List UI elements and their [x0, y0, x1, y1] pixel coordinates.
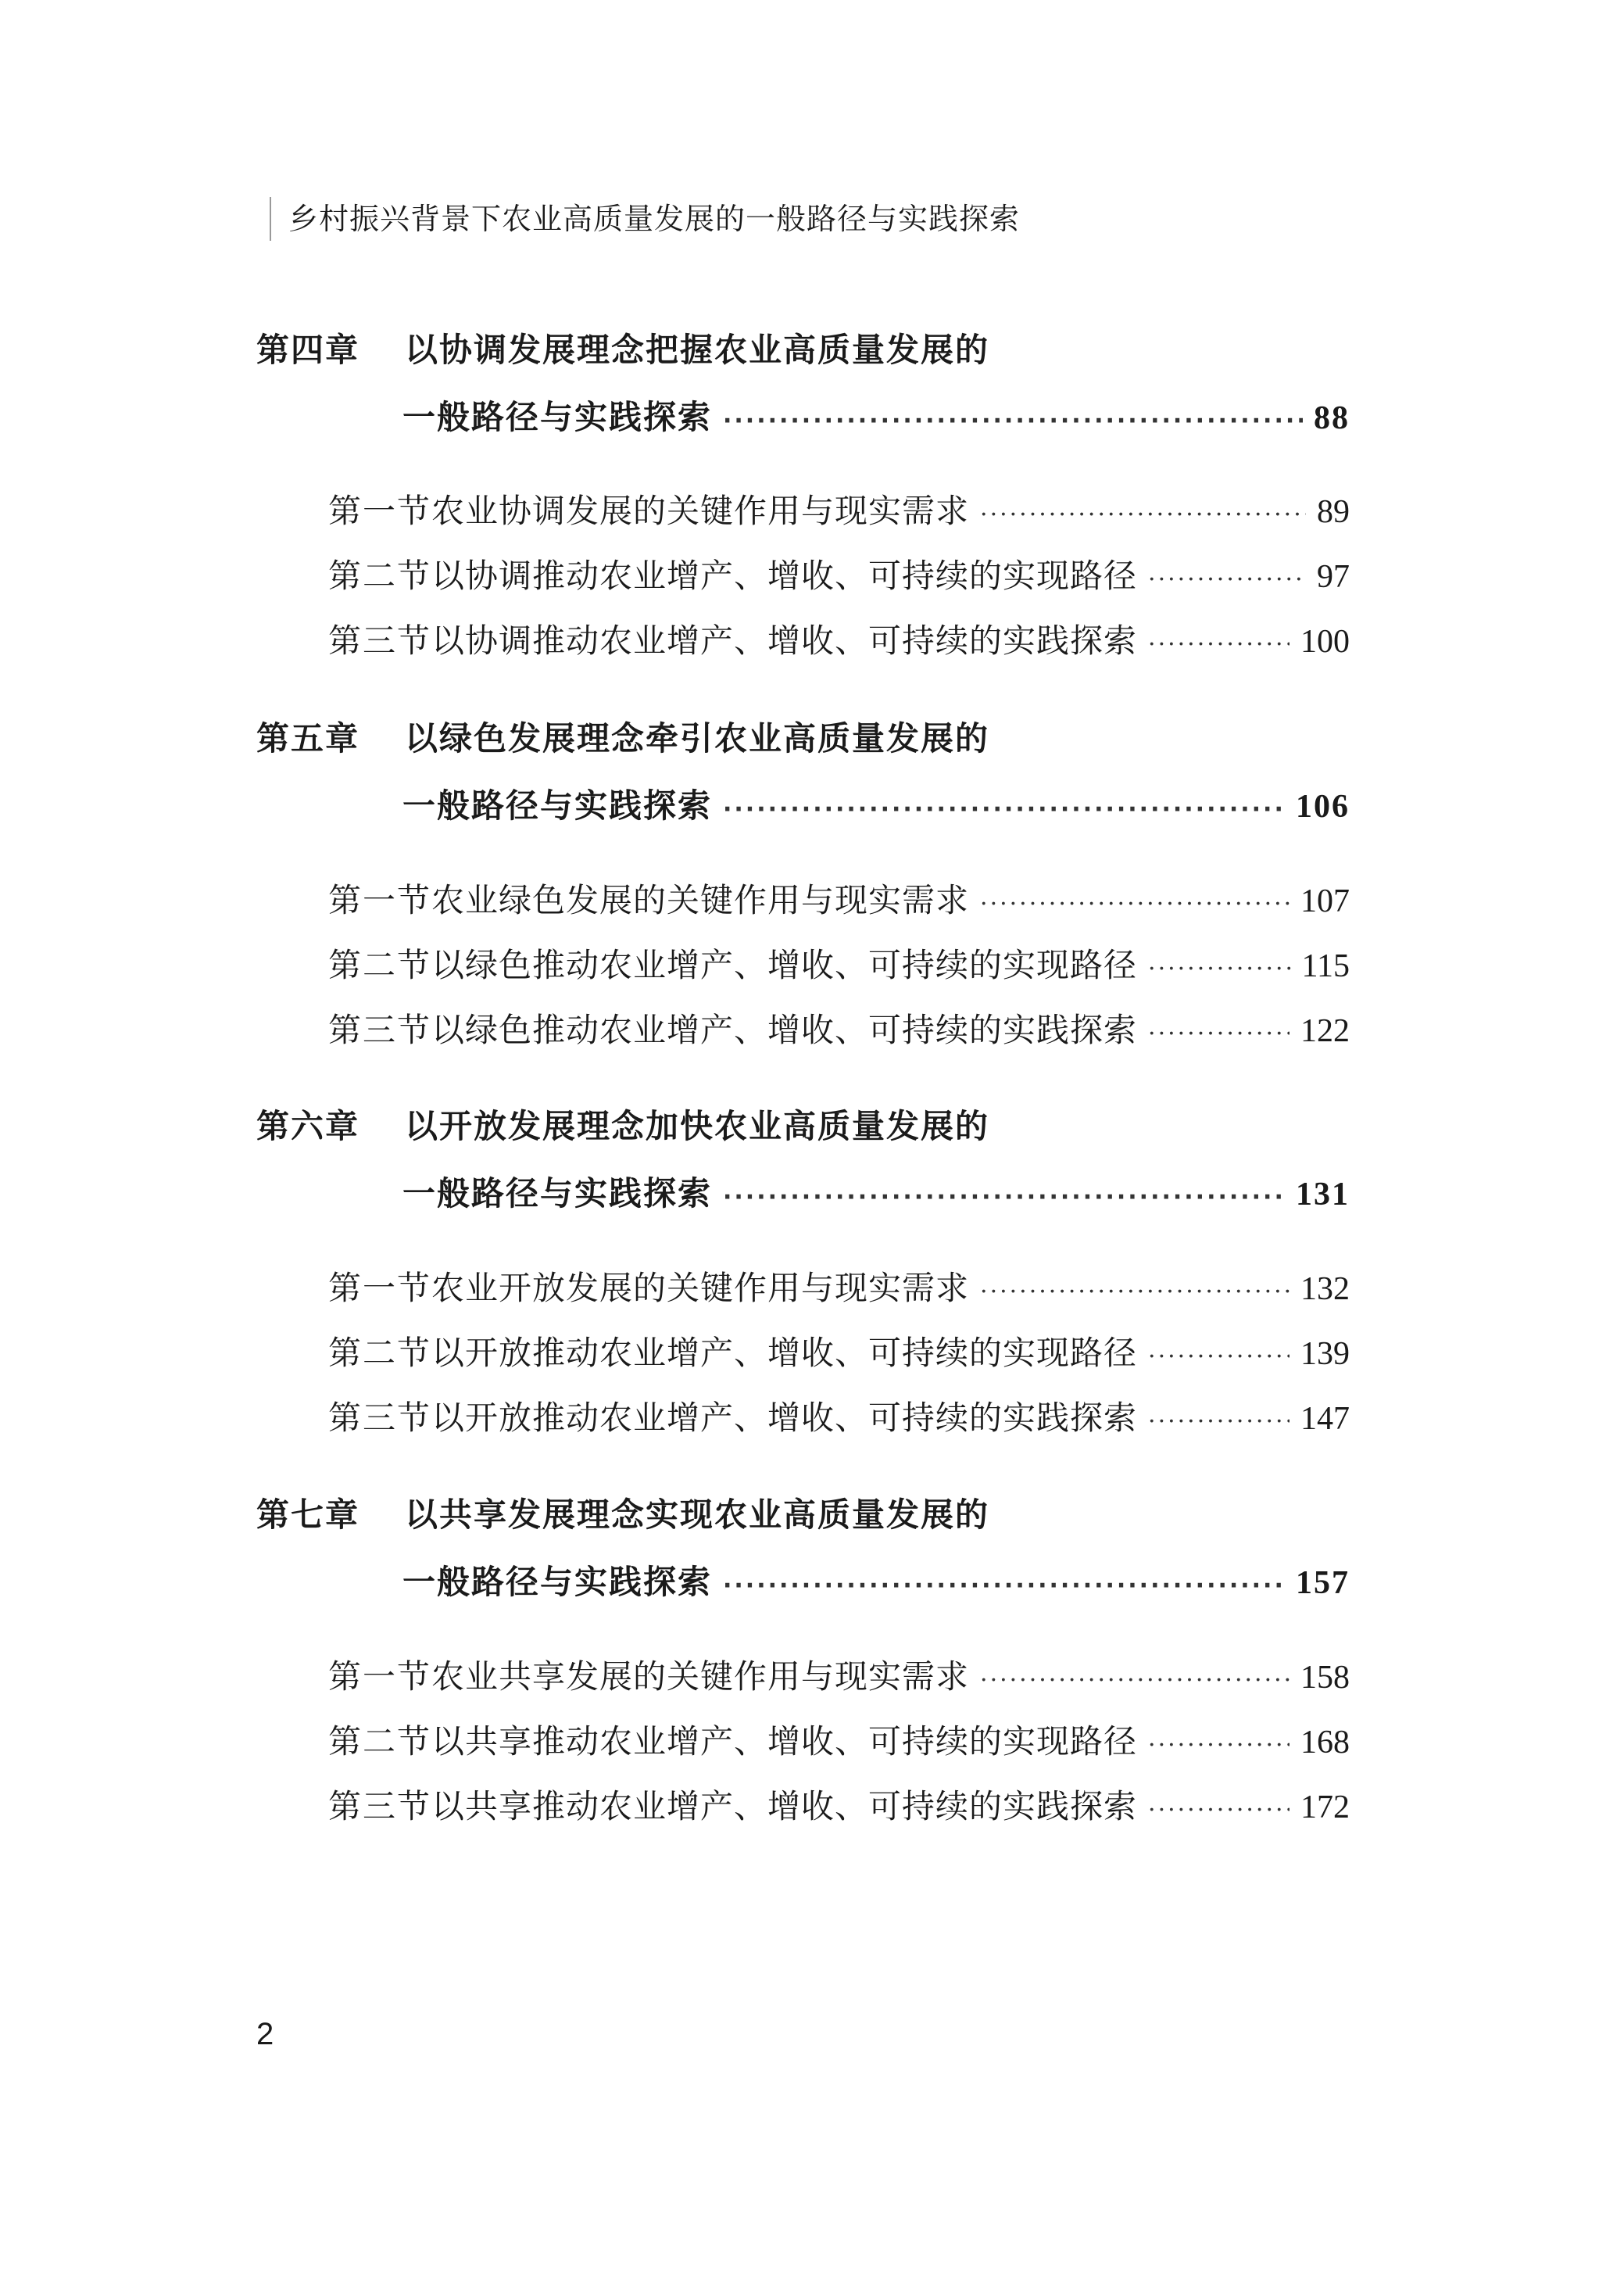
section-number: 第一节 [328, 492, 432, 530]
leader-dots [1148, 1012, 1290, 1056]
leader-dots [1148, 1335, 1290, 1379]
chapter-entry[interactable] [402, 1172, 1350, 1220]
chapter-subtitle: 一般路径与实践探索 [402, 786, 713, 825]
section-entry[interactable] [328, 1655, 1350, 1703]
section-entry[interactable] [328, 1720, 1350, 1768]
section-title: 以共享推动农业增产、增收、可持续的实践探索 [431, 1787, 1138, 1825]
leader-dots [980, 493, 1306, 537]
leader-dots [980, 1270, 1290, 1314]
chapter-title-text: 以开放发展理念加快农业高质量发展的 [405, 1107, 990, 1145]
section-title: 以共享推动农业增产、增收、可持续的实现路径 [431, 1722, 1138, 1761]
running-header [270, 197, 1020, 241]
section-title: 以绿色推动农业增产、增收、可持续的实现路径 [431, 946, 1138, 984]
section-number: 第三节 [328, 1399, 432, 1437]
chapter-number: 第七章 [256, 1495, 360, 1534]
section-title: 以开放推动农业增产、增收、可持续的实践探索 [431, 1399, 1138, 1437]
page-number: 89 [1317, 494, 1350, 530]
page-number: 106 [1296, 789, 1350, 825]
section-title: 以开放推动农业增产、增收、可持续的实现路径 [431, 1334, 1138, 1372]
section-title: 以协调推动农业增产、增收、可持续的实现路径 [431, 557, 1138, 595]
chapter-subtitle: 一般路径与实践探索 [402, 398, 713, 436]
chapter-title[interactable] [256, 1105, 989, 1148]
section-entry[interactable] [328, 1396, 1350, 1444]
section-number: 第三节 [328, 621, 432, 660]
chapter-title-text: 以绿色发展理念牵引农业高质量发展的 [405, 719, 990, 758]
page-number: 115 [1301, 948, 1350, 984]
leader-dots [1148, 1789, 1290, 1832]
chapter-title[interactable] [256, 717, 989, 761]
section-title: 农业协调发展的关键作用与现实需求 [431, 492, 970, 530]
section-title: 以协调推动农业增产、增收、可持续的实践探索 [431, 621, 1138, 660]
section-entry[interactable] [328, 1266, 1350, 1314]
section-entry[interactable] [328, 1331, 1350, 1379]
page-number: 132 [1300, 1271, 1350, 1307]
chapter-number: 第六章 [256, 1107, 360, 1145]
section-number: 第一节 [328, 1657, 432, 1696]
chapter-entry[interactable] [402, 1560, 1350, 1608]
section-number: 第二节 [328, 557, 432, 595]
chapter-number: 第五章 [256, 719, 360, 758]
section-number: 第二节 [328, 1722, 432, 1761]
section-entry[interactable] [328, 1785, 1350, 1832]
page-number: 157 [1296, 1565, 1350, 1601]
page-number: 147 [1300, 1401, 1350, 1437]
page-number: 122 [1300, 1013, 1350, 1049]
section-number: 第一节 [328, 1269, 432, 1307]
section-entry[interactable] [328, 489, 1350, 537]
section-entry[interactable] [328, 1008, 1350, 1056]
page-number: 168 [1300, 1725, 1350, 1761]
chapter-title-text: 以共享发展理念实现农业高质量发展的 [405, 1495, 990, 1534]
section-number: 第二节 [328, 946, 432, 984]
section-title: 农业绿色发展的关键作用与现实需求 [431, 881, 970, 919]
page-number: 158 [1300, 1660, 1350, 1696]
section-number: 第一节 [328, 881, 432, 919]
chapter-entry[interactable] [402, 396, 1350, 443]
section-number: 第二节 [328, 1334, 432, 1372]
section-number: 第三节 [328, 1011, 432, 1049]
page-number: 97 [1317, 559, 1350, 595]
chapter-subtitle: 一般路径与实践探索 [402, 1174, 713, 1213]
section-entry[interactable] [328, 619, 1350, 667]
leader-dots [723, 399, 1303, 443]
chapter-subtitle: 一般路径与实践探索 [402, 1563, 713, 1601]
chapter-number: 第四章 [256, 331, 360, 369]
leader-dots [723, 788, 1285, 832]
chapter-title[interactable] [256, 1493, 989, 1537]
page-number: 172 [1300, 1789, 1350, 1825]
section-entry[interactable] [328, 944, 1350, 991]
page-number: 100 [1300, 624, 1350, 660]
folio-page-number: 2 [256, 2017, 274, 2051]
section-title: 以绿色推动农业增产、增收、可持续的实践探索 [431, 1011, 1138, 1049]
leader-dots [980, 883, 1290, 926]
leader-dots [980, 1659, 1290, 1703]
leader-dots [1148, 1400, 1290, 1444]
chapter-title-text: 以协调发展理念把握农业高质量发展的 [405, 331, 990, 369]
page-number: 88 [1314, 400, 1350, 436]
leader-dots [1148, 1724, 1290, 1768]
leader-dots [1148, 947, 1291, 991]
leader-dots [1148, 558, 1306, 602]
leader-dots [723, 1564, 1285, 1608]
running-title: 乡村振兴背景下农业高质量发展的一般路径与实践探索 [288, 202, 1021, 236]
section-number: 第三节 [328, 1787, 432, 1825]
page-number: 139 [1300, 1336, 1350, 1372]
chapter-title[interactable] [256, 328, 989, 372]
page-number: 107 [1300, 883, 1350, 919]
page-number: 131 [1296, 1177, 1350, 1213]
chapter-entry[interactable] [402, 784, 1350, 832]
section-entry[interactable] [328, 879, 1350, 926]
leader-dots [1148, 623, 1290, 667]
section-title: 农业开放发展的关键作用与现实需求 [431, 1269, 970, 1307]
section-title: 农业共享发展的关键作用与现实需求 [431, 1657, 970, 1696]
section-entry[interactable] [328, 554, 1350, 602]
leader-dots [723, 1176, 1285, 1220]
